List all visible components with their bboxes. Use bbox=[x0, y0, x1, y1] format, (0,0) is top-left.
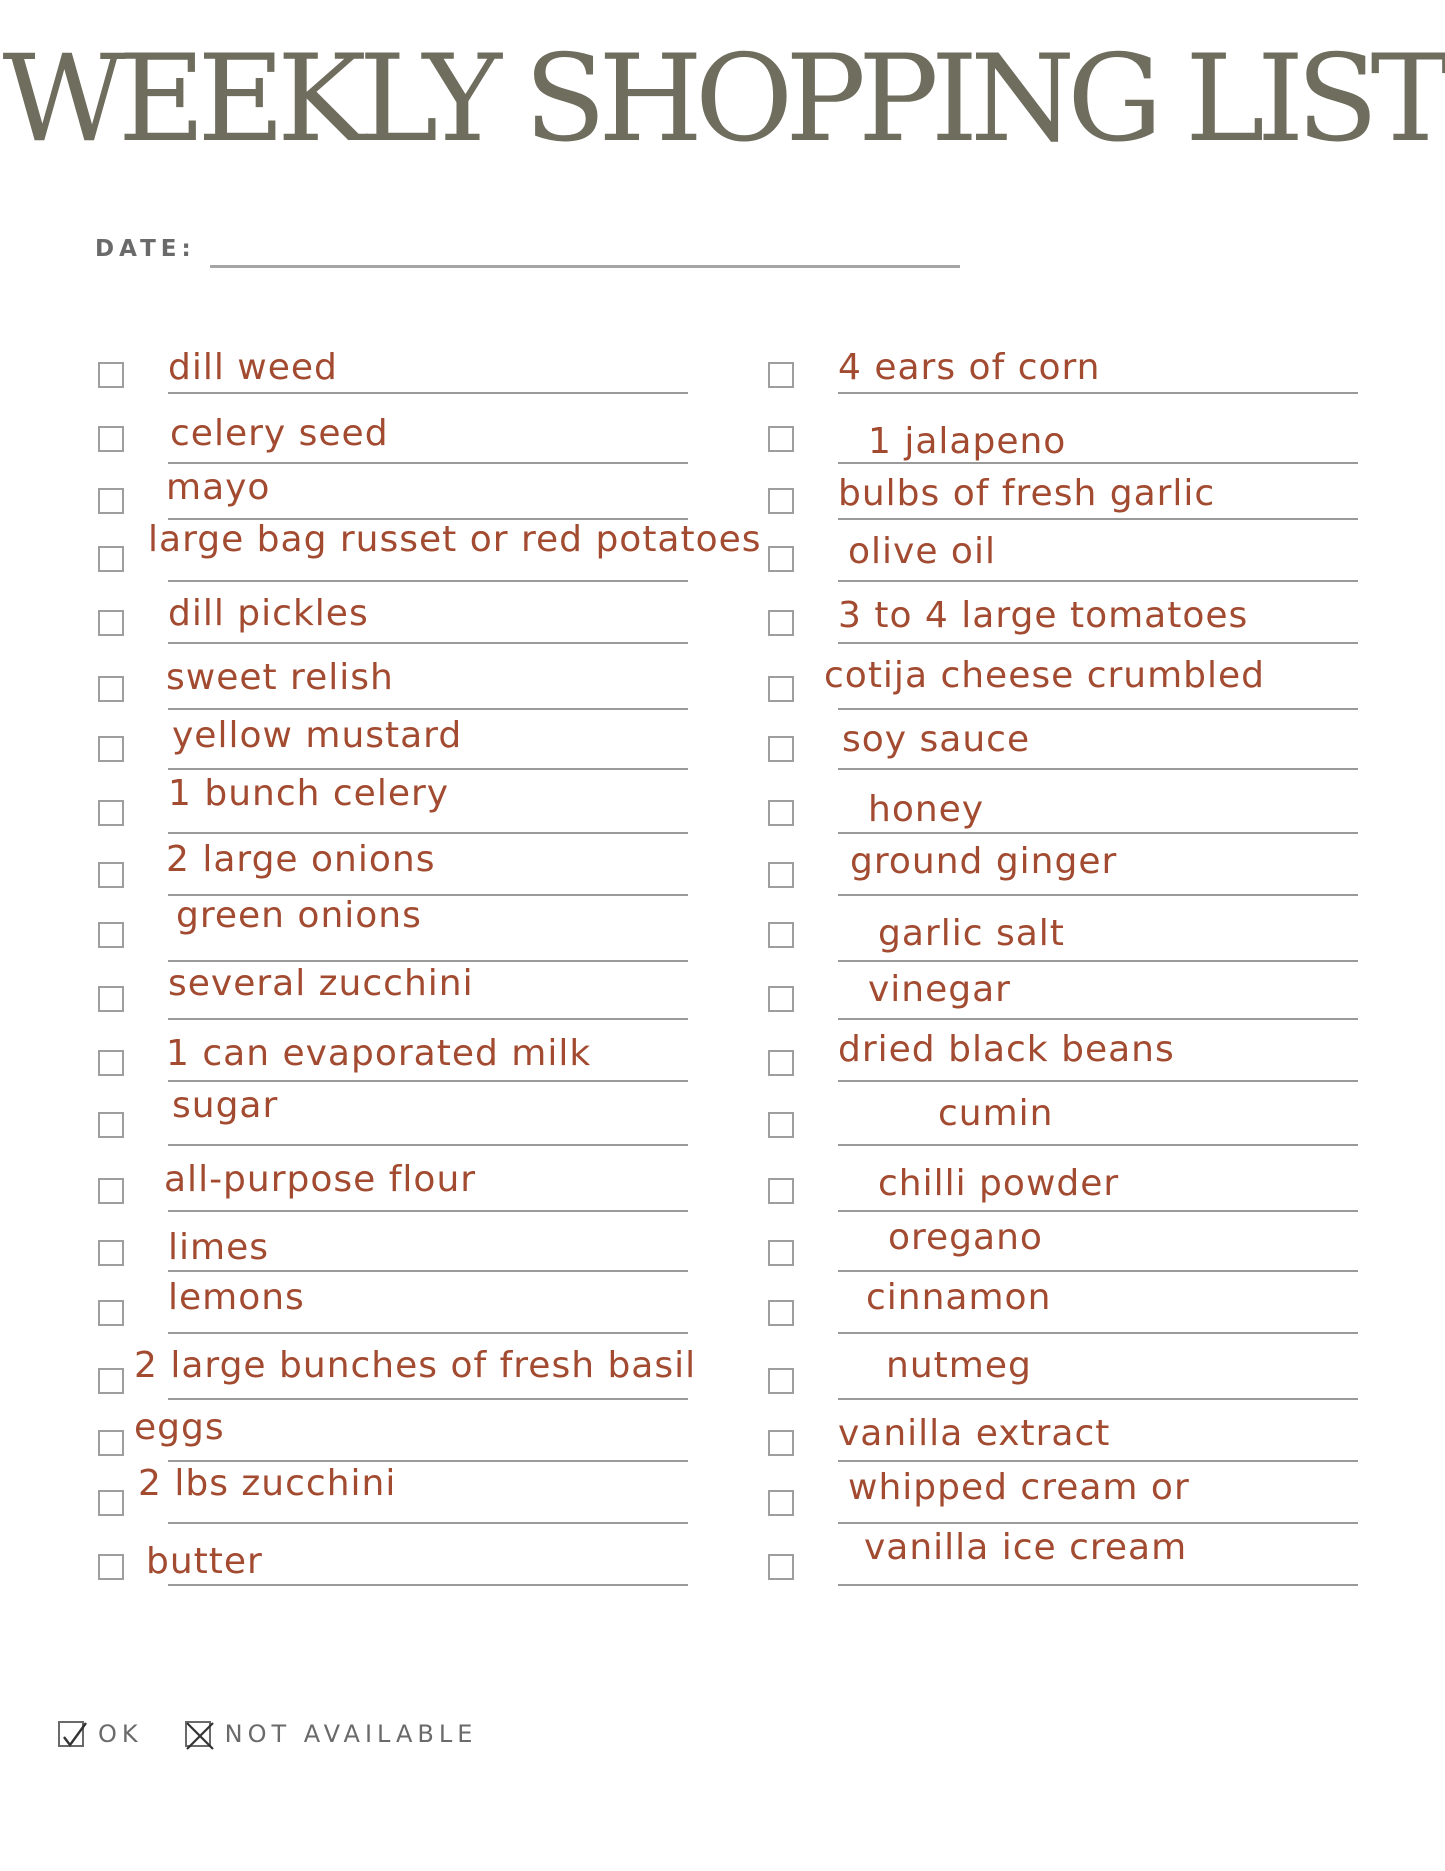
list-item bbox=[768, 416, 1388, 476]
item-label: 2 lbs zucchini bbox=[138, 1463, 397, 1504]
item-label: bulbs of fresh garlic bbox=[838, 473, 1216, 514]
list-item bbox=[768, 841, 1388, 912]
item-checkbox[interactable] bbox=[768, 1050, 794, 1076]
item-label: cumin bbox=[938, 1093, 1054, 1134]
item-underline bbox=[838, 960, 1358, 962]
item-label: large bag russet or red potatoes bbox=[148, 519, 762, 560]
item-underline bbox=[168, 1144, 688, 1146]
item-underline bbox=[168, 1210, 688, 1212]
item-underline bbox=[838, 1332, 1358, 1334]
list-item bbox=[98, 347, 718, 412]
item-checkbox[interactable] bbox=[98, 986, 124, 1012]
list-item bbox=[98, 593, 718, 660]
legend-ok-label: OK bbox=[98, 1720, 143, 1748]
item-label: yellow mustard bbox=[172, 715, 463, 756]
item-checkbox[interactable] bbox=[98, 862, 124, 888]
item-checkbox[interactable] bbox=[768, 488, 794, 514]
item-underline bbox=[838, 1398, 1358, 1400]
item-checkbox[interactable] bbox=[98, 1430, 124, 1456]
item-checkbox[interactable] bbox=[98, 1112, 124, 1138]
date-input-line[interactable] bbox=[210, 265, 960, 268]
item-label: eggs bbox=[134, 1407, 225, 1448]
item-underline bbox=[168, 392, 688, 394]
item-label: vinegar bbox=[868, 969, 1011, 1010]
item-underline bbox=[838, 1210, 1358, 1212]
item-label: 1 jalapeno bbox=[868, 421, 1067, 462]
item-underline bbox=[168, 1080, 688, 1082]
item-underline bbox=[838, 462, 1358, 464]
item-checkbox[interactable] bbox=[98, 1300, 124, 1326]
item-checkbox[interactable] bbox=[98, 736, 124, 762]
list-item bbox=[768, 1029, 1388, 1100]
item-underline bbox=[838, 518, 1358, 520]
list-item bbox=[768, 1345, 1388, 1418]
item-underline bbox=[168, 1398, 688, 1400]
item-checkbox[interactable] bbox=[768, 1178, 794, 1204]
item-checkbox[interactable] bbox=[768, 1368, 794, 1394]
item-label: sweet relish bbox=[166, 657, 394, 698]
item-underline bbox=[168, 462, 688, 464]
item-checkbox[interactable] bbox=[98, 362, 124, 388]
item-label: 4 ears of corn bbox=[838, 347, 1101, 388]
item-underline bbox=[168, 1332, 688, 1334]
item-label: butter bbox=[146, 1541, 263, 1582]
item-underline bbox=[168, 1270, 688, 1272]
item-checkbox[interactable] bbox=[98, 1368, 124, 1394]
item-label: dried black beans bbox=[838, 1029, 1175, 1070]
item-label: 2 large onions bbox=[166, 839, 436, 880]
item-underline bbox=[838, 1460, 1358, 1462]
item-label: all-purpose flour bbox=[164, 1159, 477, 1200]
date-row bbox=[95, 236, 960, 262]
item-checkbox[interactable] bbox=[98, 1554, 124, 1580]
list-item bbox=[98, 519, 762, 596]
item-label: celery seed bbox=[170, 413, 389, 454]
item-underline bbox=[168, 960, 688, 962]
item-underline bbox=[838, 1080, 1358, 1082]
item-checkbox[interactable] bbox=[768, 546, 794, 572]
list-item bbox=[768, 1527, 1388, 1604]
list-item bbox=[768, 719, 1388, 786]
list-item bbox=[768, 1277, 1388, 1350]
list-item bbox=[768, 595, 1388, 660]
item-label: lemons bbox=[168, 1277, 305, 1318]
item-underline bbox=[168, 580, 688, 582]
item-underline bbox=[168, 832, 688, 834]
item-label: cinnamon bbox=[866, 1277, 1052, 1318]
item-label: garlic salt bbox=[878, 913, 1065, 954]
item-checkbox[interactable] bbox=[98, 488, 124, 514]
item-underline bbox=[838, 392, 1358, 394]
item-checkbox[interactable] bbox=[768, 922, 794, 948]
item-underline bbox=[168, 1522, 688, 1524]
item-underline bbox=[838, 1584, 1358, 1586]
item-label: vanilla extract bbox=[838, 1413, 1111, 1454]
legend bbox=[58, 1720, 477, 1748]
page-title: WEEKLY SHOPPING LIST bbox=[2, 30, 1443, 169]
item-checkbox[interactable] bbox=[768, 1490, 794, 1516]
legend-not-available-label: NOT AVAILABLE bbox=[224, 1720, 478, 1748]
item-label: cotija cheese crumbled bbox=[824, 655, 1266, 696]
list-item bbox=[98, 963, 718, 1036]
list-item bbox=[768, 347, 1388, 412]
item-checkbox[interactable] bbox=[768, 1112, 794, 1138]
item-checkbox[interactable] bbox=[98, 546, 124, 572]
item-label: 1 bunch celery bbox=[168, 773, 450, 814]
list-item bbox=[98, 1277, 718, 1350]
item-checkbox[interactable] bbox=[98, 426, 124, 452]
item-checkbox[interactable] bbox=[768, 862, 794, 888]
x-icon bbox=[185, 1721, 211, 1747]
item-underline bbox=[168, 642, 688, 644]
list-item bbox=[768, 1093, 1388, 1162]
item-underline bbox=[168, 1460, 688, 1462]
item-checkbox[interactable] bbox=[768, 736, 794, 762]
item-underline bbox=[838, 1522, 1358, 1524]
item-underline bbox=[838, 1018, 1358, 1020]
item-underline bbox=[838, 1270, 1358, 1272]
check-icon bbox=[58, 1721, 84, 1747]
list-item bbox=[98, 1159, 718, 1228]
item-underline bbox=[838, 580, 1358, 582]
item-label: dill pickles bbox=[168, 593, 369, 634]
item-checkbox[interactable] bbox=[98, 1490, 124, 1516]
item-underline bbox=[168, 768, 688, 770]
item-checkbox[interactable] bbox=[98, 610, 124, 636]
item-label: green onions bbox=[176, 895, 422, 936]
list-item bbox=[98, 1463, 718, 1540]
item-checkbox[interactable] bbox=[98, 800, 124, 826]
item-label: whipped cream or bbox=[848, 1467, 1190, 1508]
item-label: honey bbox=[868, 789, 985, 830]
list-item bbox=[768, 912, 1388, 972]
item-checkbox[interactable] bbox=[768, 986, 794, 1012]
list-item bbox=[98, 1085, 718, 1162]
item-checkbox[interactable] bbox=[98, 676, 124, 702]
item-underline bbox=[838, 768, 1358, 770]
item-label: 2 large bunches of fresh basil bbox=[134, 1345, 697, 1386]
item-label: soy sauce bbox=[842, 719, 1031, 760]
list-item bbox=[98, 1541, 718, 1604]
item-checkbox[interactable] bbox=[768, 676, 794, 702]
item-label: nutmeg bbox=[886, 1345, 1032, 1386]
item-checkbox[interactable] bbox=[768, 1300, 794, 1326]
item-label: mayo bbox=[166, 467, 271, 508]
item-underline bbox=[838, 832, 1358, 834]
list-item bbox=[768, 655, 1388, 726]
list-item bbox=[768, 531, 1388, 596]
item-underline bbox=[838, 1144, 1358, 1146]
item-checkbox[interactable] bbox=[768, 1554, 794, 1580]
item-underline bbox=[168, 708, 688, 710]
item-underline bbox=[168, 1018, 688, 1020]
item-label: 1 can evaporated milk bbox=[166, 1033, 592, 1074]
item-checkbox[interactable] bbox=[768, 610, 794, 636]
list-item bbox=[768, 969, 1388, 1036]
date-label: DATE: bbox=[95, 236, 196, 262]
item-label: sugar bbox=[172, 1085, 279, 1126]
item-checkbox[interactable] bbox=[98, 1178, 124, 1204]
item-label: oregano bbox=[888, 1217, 1043, 1258]
item-underline bbox=[168, 1584, 688, 1586]
item-checkbox[interactable] bbox=[98, 1050, 124, 1076]
item-underline bbox=[838, 708, 1358, 710]
item-checkbox[interactable] bbox=[768, 426, 794, 452]
item-checkbox[interactable] bbox=[98, 1240, 124, 1266]
item-label: limes bbox=[168, 1227, 269, 1268]
item-label: chilli powder bbox=[878, 1163, 1120, 1204]
item-checkbox[interactable] bbox=[768, 362, 794, 388]
list-item bbox=[768, 1217, 1388, 1290]
item-checkbox[interactable] bbox=[768, 800, 794, 826]
item-label: olive oil bbox=[848, 531, 996, 572]
item-label: dill weed bbox=[168, 347, 338, 388]
item-underline bbox=[838, 642, 1358, 644]
item-checkbox[interactable] bbox=[768, 1430, 794, 1456]
list-item bbox=[768, 473, 1388, 538]
item-underline bbox=[838, 894, 1358, 896]
item-checkbox[interactable] bbox=[768, 1240, 794, 1266]
item-checkbox[interactable] bbox=[98, 922, 124, 948]
item-label: 3 to 4 large tomatoes bbox=[838, 595, 1249, 636]
item-label: vanilla ice cream bbox=[864, 1527, 1188, 1568]
item-label: several zucchini bbox=[168, 963, 474, 1004]
item-label: ground ginger bbox=[850, 841, 1118, 882]
list-item bbox=[768, 1163, 1388, 1228]
